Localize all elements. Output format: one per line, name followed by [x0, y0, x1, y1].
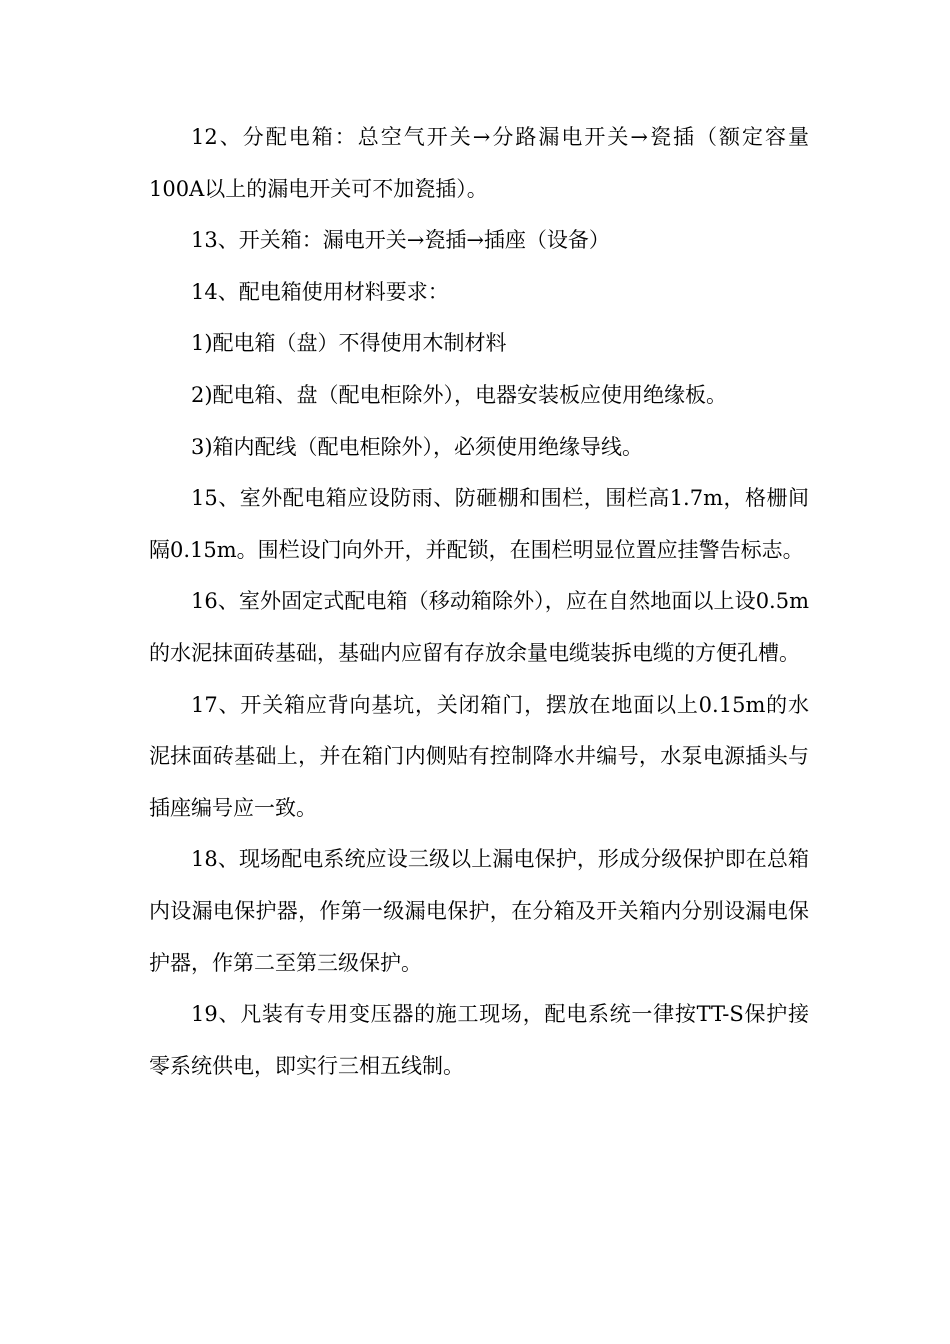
paragraph-subitem-1: 1)配电箱（盘）不得使用木制材料 — [191, 331, 507, 356]
paragraph-item-17: 17、开关箱应背向基坑，关闭箱门，摆放在地面以上0.15m的水泥抹面砖基础上，并在箱门内侧贴有控制降水井编号，水泵电源插头与插座编号应一致。 — [149, 692, 809, 820]
paragraph-item-15: 15、室外配电箱应设防雨、防砸棚和围栏，围栏高1.7m，格栅间隔0.15m。围栏设门向外开，并配锁，在围栏明显位置应挂警告标志。 — [149, 486, 809, 562]
paragraph-item-19: 19、凡装有专用变压器的施工现场，配电系统一律按TT-S保护接零系统供电，即实行三相五线制。 — [149, 1002, 809, 1078]
paragraph-item-18: 18、现场配电系统应设三级以上漏电保护，形成分级保护即在总箱内设漏电保护器，作第一级漏电保护，在分箱及开关箱内分别设漏电保护器，作第二至第三级保护。 — [149, 847, 809, 975]
document-body — [149, 112, 809, 1092]
paragraph-item-13: 13、开关箱：漏电开关→瓷插→插座（设备） — [191, 228, 610, 253]
paragraph-item-14: 14、配电箱使用材料要求： — [191, 279, 449, 304]
paragraph-item-12: 12、分配电箱：总空气开关→分路漏电开关→瓷插（额定容量100A以上的漏电开关可不加瓷插）。 — [149, 125, 809, 201]
paragraph-item-16: 16、室外固定式配电箱（移动箱除外），应在自然地面以上设0.5m的水泥抹面砖基础，基础内应留有存放余量电缆装拆电缆的方便孔槽。 — [149, 589, 809, 665]
paragraph-subitem-3: 3)箱内配线（配电柜除外），必须使用绝缘导线。 — [191, 434, 644, 459]
paragraph-subitem-2: 2)配电箱、盘（配电柜除外），电器安装板应使用绝缘板。 — [191, 382, 728, 407]
